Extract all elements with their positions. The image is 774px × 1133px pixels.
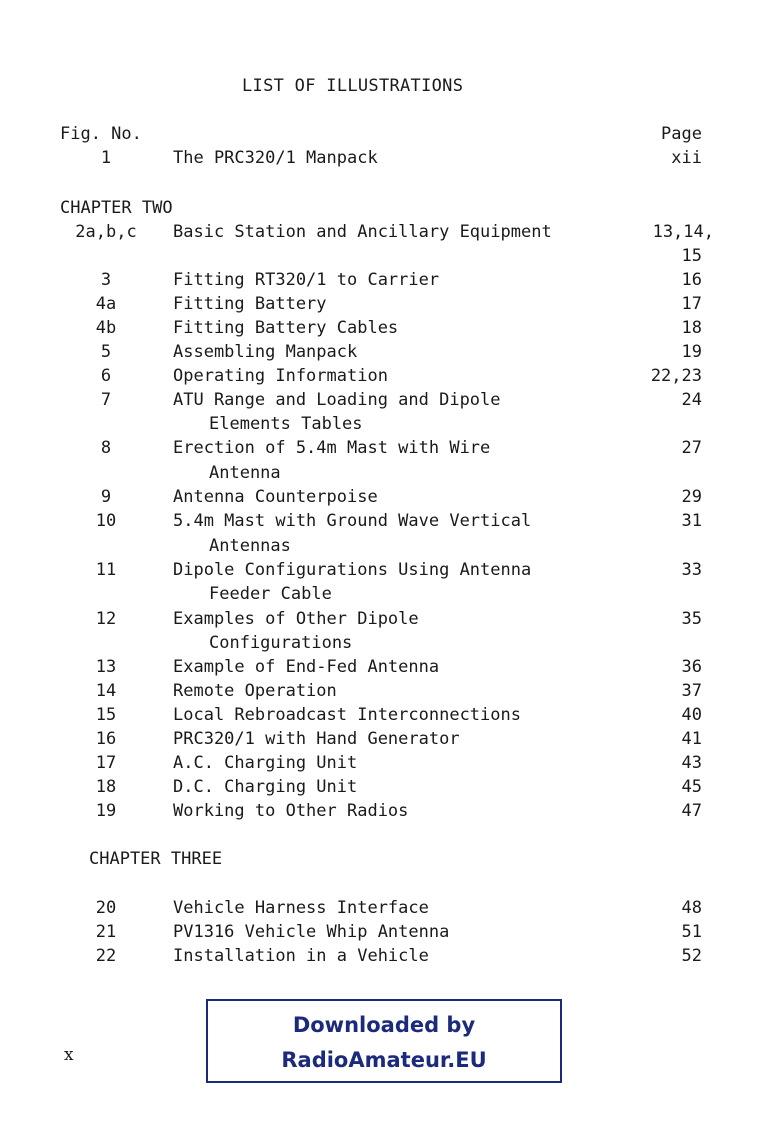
figure-caption: Operating Information	[173, 366, 388, 386]
figure-caption: Installation in a Vehicle	[173, 946, 429, 966]
page-ref: 27	[681, 438, 702, 458]
figure-number: 3	[100, 270, 112, 290]
figure-caption: Erection of 5.4m Mast with Wire	[173, 438, 491, 458]
page-ref: 48	[681, 898, 702, 918]
figure-number: 18	[95, 777, 117, 797]
list-item	[0, 388, 774, 412]
figure-number: 17	[95, 753, 117, 773]
page-ref: 45	[681, 777, 702, 797]
figure-number: 2a,b,c	[75, 222, 137, 242]
list-item	[0, 436, 774, 460]
list-item	[0, 655, 774, 679]
figure-number: 4b	[95, 318, 117, 338]
figure-caption: Vehicle Harness Interface	[173, 898, 429, 918]
page-ref: 19	[681, 342, 702, 362]
figure-caption: PV1316 Vehicle Whip Antenna	[173, 922, 450, 942]
stamp-line-2: RadioAmateur.EU	[281, 1048, 487, 1072]
page-ref: 33	[681, 560, 702, 580]
list-item	[0, 751, 774, 775]
list-item	[0, 268, 774, 292]
chapter-three-heading: CHAPTER THREE	[89, 849, 223, 869]
figure-number: 9	[100, 487, 112, 507]
page-ref: 43	[681, 753, 702, 773]
figure-number: 16	[95, 729, 117, 749]
page-ref: 40	[681, 705, 702, 725]
figure-caption-continuation: Antenna	[209, 463, 281, 483]
page-ref: 51	[681, 922, 702, 942]
page-number: x	[64, 1045, 74, 1065]
figure-number: 15	[95, 705, 117, 725]
figure-caption: Working to Other Radios	[173, 801, 409, 821]
page-ref: 41	[681, 729, 702, 749]
figure-number: 1	[100, 148, 112, 168]
page-ref: 52	[681, 946, 702, 966]
page-ref: 13,14,	[652, 222, 714, 242]
figure-caption: Dipole Configurations Using Antenna	[173, 560, 532, 580]
figure-caption: ATU Range and Loading and Dipole	[173, 390, 501, 410]
figure-number: 4a	[95, 294, 117, 314]
download-stamp	[206, 999, 562, 1083]
list-item	[0, 799, 774, 823]
stamp-line-1: Downloaded by	[292, 1013, 476, 1037]
figure-caption-continuation: Configurations	[209, 633, 353, 653]
figure-caption: Remote Operation	[173, 681, 337, 701]
figure-caption: PRC320/1 with Hand Generator	[173, 729, 460, 749]
list-item	[0, 364, 774, 388]
figure-caption: Antenna Counterpoise	[173, 487, 378, 507]
figure-number: 6	[100, 366, 112, 386]
page-ref: 15	[681, 246, 702, 266]
page-ref: 29	[681, 487, 702, 507]
page-ref: 37	[681, 681, 702, 701]
figure-caption: Local Rebroadcast Interconnections	[173, 705, 521, 725]
list-item	[0, 920, 774, 944]
page-ref: 18	[681, 318, 702, 338]
list-item	[0, 558, 774, 582]
list-item	[0, 340, 774, 364]
figure-number: 19	[95, 801, 117, 821]
figure-caption-continuation: Antennas	[209, 536, 291, 556]
figure-number: 13	[95, 657, 117, 677]
figure-caption: Assembling Manpack	[173, 342, 358, 362]
list-item	[0, 316, 774, 340]
figure-number: 5	[100, 342, 112, 362]
fig-no-header: Fig. No.	[60, 124, 142, 144]
page-ref: 47	[681, 801, 702, 821]
list-item	[0, 146, 774, 170]
figure-number: 21	[95, 922, 117, 942]
list-item	[0, 775, 774, 799]
page-ref: 22,23	[650, 366, 702, 386]
page-title: LIST OF ILLUSTRATIONS	[242, 76, 464, 96]
page-ref: 24	[681, 390, 702, 410]
figure-caption: Examples of Other Dipole	[173, 609, 419, 629]
figure-caption: Fitting RT320/1 to Carrier	[173, 270, 440, 290]
list-item-continuation	[0, 244, 774, 268]
figure-number: 8	[100, 438, 112, 458]
figure-caption: Fitting Battery Cables	[173, 318, 399, 338]
list-item	[0, 509, 774, 533]
list-item	[0, 292, 774, 316]
page-ref: 35	[681, 609, 702, 629]
page-ref: 16	[681, 270, 702, 290]
figure-caption-continuation: Feeder Cable	[209, 584, 332, 604]
figure-number: 22	[95, 946, 117, 966]
list-item	[0, 703, 774, 727]
page-ref: 17	[681, 294, 702, 314]
list-item	[0, 896, 774, 920]
figure-caption: Basic Station and Ancillary Equipment	[173, 222, 552, 242]
list-item	[0, 727, 774, 751]
list-item	[0, 944, 774, 968]
list-item	[0, 607, 774, 631]
figure-caption: 5.4m Mast with Ground Wave Vertical	[173, 511, 532, 531]
page-header: Page	[661, 124, 702, 144]
figure-caption: The PRC320/1 Manpack	[173, 148, 378, 168]
page-ref: 31	[681, 511, 702, 531]
page-ref: xii	[671, 148, 702, 168]
figure-number: 11	[95, 560, 117, 580]
list-item	[0, 220, 774, 244]
list-item	[0, 485, 774, 509]
figure-caption: Example of End-Fed Antenna	[173, 657, 440, 677]
figure-number: 20	[95, 898, 117, 918]
figure-number: 7	[100, 390, 112, 410]
figure-caption: A.C. Charging Unit	[173, 753, 358, 773]
figure-number: 12	[95, 609, 117, 629]
list-item	[0, 679, 774, 703]
page-ref: 36	[681, 657, 702, 677]
chapter-two-heading: CHAPTER TWO	[60, 198, 173, 218]
figure-caption: Fitting Battery	[173, 294, 327, 314]
figure-number: 14	[95, 681, 117, 701]
figure-caption-continuation: Elements Tables	[209, 414, 363, 434]
figure-number: 10	[95, 511, 117, 531]
figure-caption: D.C. Charging Unit	[173, 777, 358, 797]
